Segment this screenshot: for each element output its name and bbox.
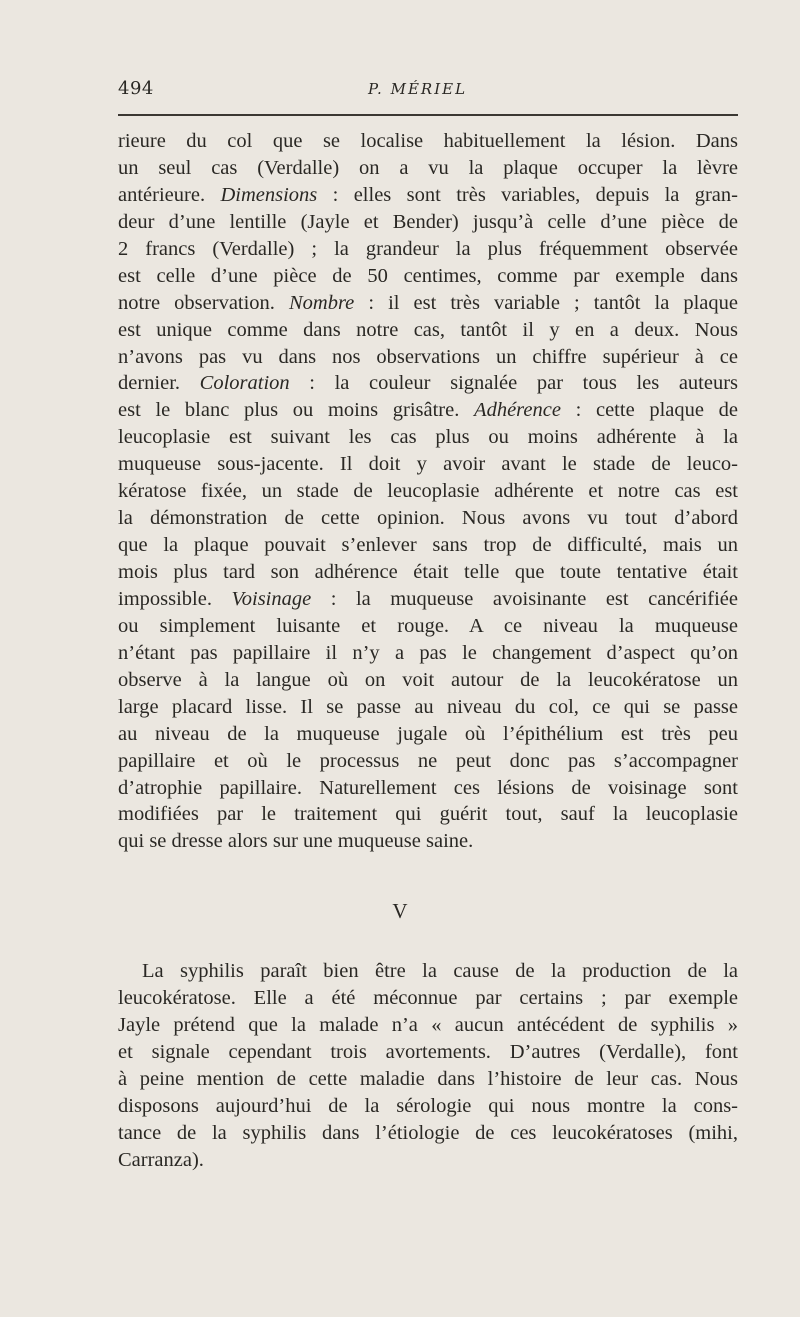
- section-heading: V: [392, 899, 408, 923]
- text-line: leucoplasie est suivant les cas plus ou moins adhérente à la: [118, 426, 738, 449]
- text-line: kératose fixée, un stade de leucoplasie adhérente et notre cas est: [118, 480, 738, 503]
- text-line: est unique comme dans notre cas, tantôt il y en a deux. Nous: [118, 318, 738, 341]
- text-run: est le blanc plus ou moins grisâtre.: [118, 399, 460, 422]
- text-line: [118, 290, 738, 317]
- text-line: 2 francs (Verdalle) ; la grandeur la plus fréquemment observée: [118, 237, 738, 260]
- header-rule: [118, 114, 738, 116]
- text-line: [118, 397, 738, 424]
- text-run: : la couleur signalée par tous les auteurs: [309, 372, 739, 395]
- text-line: [118, 370, 738, 397]
- text-line: ou simplement luisante et rouge. A ce niveau la muqueuse: [118, 614, 738, 637]
- page-header: [118, 78, 738, 112]
- text-run: impossible.: [118, 587, 212, 610]
- italic-term-dimensions: Dimensions: [220, 183, 318, 206]
- text-run: : cette plaque de: [575, 399, 738, 422]
- text-line: au niveau de la muqueuse jugale où l’épithélium est très peu: [118, 722, 738, 745]
- text-run: notre observation.: [118, 291, 275, 314]
- text-line: à peine mention de cette maladie dans l’histoire de leur cas. Nous: [118, 1067, 738, 1090]
- text-line: Carranza).: [118, 1148, 204, 1171]
- paragraph-1: [118, 128, 738, 855]
- text-line: est celle d’une pièce de 50 centimes, comme par exemple dans: [118, 264, 738, 287]
- text-line: [118, 586, 738, 613]
- text-line: d’atrophie papillaire. Naturellement ces lésions de voisinage sont: [118, 776, 738, 799]
- text-line: [118, 182, 738, 209]
- text-run: : la muqueuse avoisinante est cancérifiée: [330, 587, 739, 610]
- text-line: mois plus tard son adhérence était telle que toute tentative était: [118, 561, 738, 583]
- text-line: muqueuse sous-jacente. Il doit y avoir avant le stade de leuco-: [118, 453, 738, 476]
- text-line: leucokératose. Elle a été méconnue par certains ; par exemple: [118, 986, 738, 1009]
- text-line: disposons aujourd’hui de la sérologie qui nous montre la cons-: [118, 1094, 738, 1117]
- text-run: : elles sont très variables, depuis la gran-: [332, 183, 738, 206]
- text-line: rieure du col que se localise habituellement la lésion. Dans: [118, 130, 738, 152]
- text-line: large placard lisse. Il se passe au niveau du col, ce qui se passe: [118, 695, 738, 718]
- text-line: que la plaque pouvait s’enlever sans trop de difficulté, mais un: [118, 534, 738, 557]
- text-line: La syphilis paraît bien être la cause de la production de la: [142, 960, 738, 982]
- italic-term-voisinage: Voisinage: [231, 587, 312, 610]
- text-line: Jayle prétend que la malade n’a « aucun antécédent de syphilis »: [118, 1013, 738, 1036]
- italic-term-adherence: Adhérence: [474, 399, 561, 422]
- running-head: P. MÉRIEL: [368, 80, 468, 98]
- text-line: tance de la syphilis dans l’étiologie de ces leucokératoses (mihi,: [118, 1121, 738, 1144]
- text-line: n’étant pas papillaire il n’y a pas le changement d’aspect qu’on: [118, 641, 738, 664]
- text-line: n’avons pas vu dans nos observations un chiffre supérieur à ce: [118, 345, 738, 368]
- italic-term-coloration: Coloration: [199, 372, 290, 395]
- text-line: papillaire et où le processus ne peut donc pas s’accompagner: [118, 749, 738, 772]
- text-line: qui se dresse alors sur une muqueuse saine.: [118, 830, 474, 853]
- page-number: 494: [118, 78, 154, 99]
- text-line: observe à la langue où on voit autour de la leucokératose un: [118, 668, 738, 691]
- text-line: la démonstration de cette opinion. Nous avons vu tout d’abord: [118, 507, 738, 530]
- italic-term-nombre: Nombre: [288, 291, 355, 314]
- text-line: deur d’une lentille (Jayle et Bender) jusqu’à celle d’une pièce de: [118, 210, 738, 233]
- text-line: et signale cependant trois avortements. D’autres (Verdalle), font: [118, 1040, 738, 1063]
- text-run: : il est très variable ; tantôt la plaque: [368, 291, 738, 314]
- text-line: un seul cas (Verdalle) on a vu la plaque occuper la lèvre: [118, 156, 738, 179]
- paragraph-2: [118, 958, 738, 1174]
- text-line: modifiées par le traitement qui guérit tout, sauf la leucoplasie: [118, 803, 738, 826]
- text-run: antérieure.: [118, 183, 206, 206]
- text-run: dernier.: [118, 372, 181, 395]
